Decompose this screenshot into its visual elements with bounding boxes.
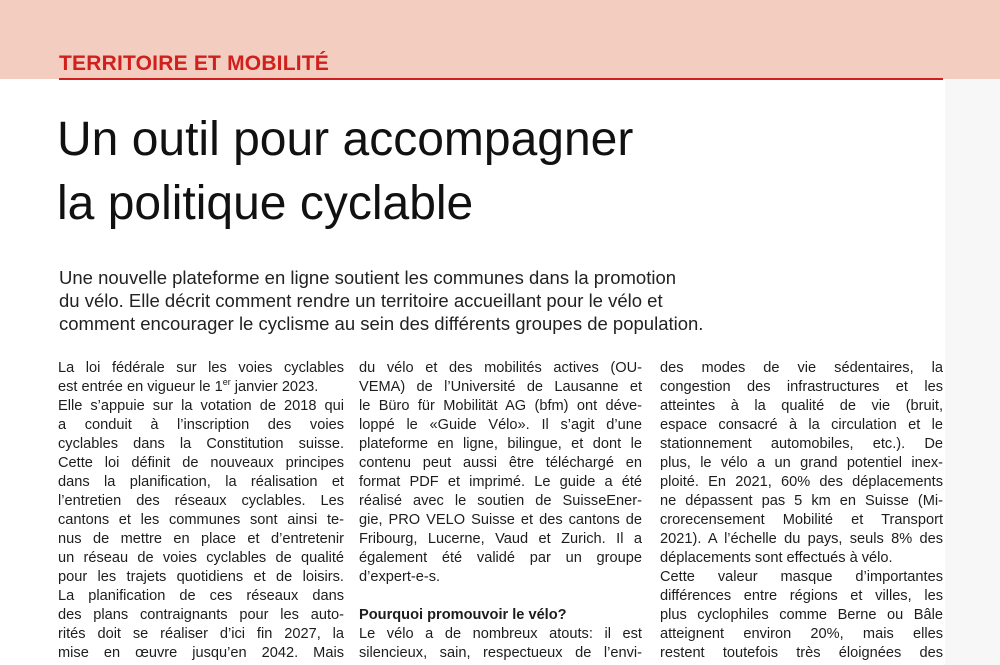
column-line: crorecensement Mobilité et Transport <box>660 512 943 528</box>
column-line: plateforme en ligne, bilingue, et dont le <box>359 436 642 452</box>
column-line <box>58 378 344 397</box>
column-line: différences entre régions et villes, les <box>660 588 943 604</box>
column-line: restent toutefois très éloignées des <box>660 645 943 661</box>
column-line: réalisé avec le soutien de SuisseEner- <box>359 493 642 509</box>
article-lead <box>59 266 939 335</box>
column-line: des modes de vie sédentaires, la <box>660 360 943 376</box>
body-column-1 <box>58 359 344 663</box>
column-line: Cette loi définit de nouveaux principes <box>58 455 344 471</box>
column-line: nus de mettre en place et d’entretenir <box>58 531 344 547</box>
column-line: d’expert-e-s. <box>359 569 441 585</box>
lead-line-2: du vélo. Elle décrit comment rendre un territoire accueillant pour le vélo et <box>59 290 663 311</box>
column-line: des plans contraignants pour les auto- <box>58 607 344 623</box>
column-line: Le vélo a de nombreux atouts: il est <box>359 626 642 642</box>
column-line: déplacements sont effectués à vélo. <box>660 550 893 566</box>
column-line: mise en œuvre jusqu’en 2042. Mais <box>58 645 344 661</box>
title-line-1: Un outil pour accompagner <box>57 113 634 166</box>
column-line: le Büro für Mobilität AG (bfm) ont déve- <box>359 398 642 414</box>
paragraph-gap <box>359 587 642 606</box>
column-line: cyclables dans la Constitution suisse. <box>58 436 344 452</box>
column-line: contenu peut aussi être téléchargé en <box>359 455 642 471</box>
lead-line-1: Une nouvelle plateforme en ligne soutient les communes dans la promotion <box>59 267 677 288</box>
column-line: plus, le vélo a un grand potentiel inex- <box>660 455 943 471</box>
column-text: est entrée en vigueur le 1 <box>58 379 223 395</box>
body-column-2 <box>359 359 642 663</box>
column-text: janvier 2023. <box>230 379 319 395</box>
column-line: rités doit se réaliser d’ici fin 2027, la <box>58 626 344 642</box>
column-line: gie, PRO VELO Suisse et des cantons de <box>359 512 642 528</box>
body-column-3 <box>660 359 943 663</box>
ordinal-suffix: er <box>222 377 231 388</box>
column-line: Fribourg, Lucerne, Vaud et Zurich. Il a <box>359 531 642 547</box>
column-line: silencieux, sain, respectueux de l’envi- <box>359 645 642 661</box>
column-line: également été validé par un groupe <box>359 550 642 566</box>
column-line: atteintes à la qualité de vie (bruit, <box>660 398 943 414</box>
column-line: La loi fédérale sur les voies cyclables <box>58 360 344 376</box>
column-line: pour les trajets quotidiens et de loisirs. <box>58 569 344 585</box>
column-line: un réseau de voies cyclables de qualité <box>58 550 344 566</box>
column-line: a conduit à l’inscription des voies <box>58 417 344 433</box>
column-line: stationnement automobiles, etc.). De <box>660 436 943 452</box>
column-line: loppé le «Guide Vélo». Il s’agit d’une <box>359 417 642 433</box>
column-line: Cette valeur masque d’importantes <box>660 569 943 585</box>
column-line: La planification de ces réseaux dans <box>58 588 344 604</box>
column-line: du vélo et des mobilités actives (OU- <box>359 360 642 376</box>
column-line: ne dépassent pas 5 km en Suisse (Mi- <box>660 493 943 509</box>
article-title <box>57 108 937 236</box>
column-line: 2021). A l’échelle du pays, seuls 8% des <box>660 531 943 547</box>
page-margin <box>945 79 1000 665</box>
column-line: ploité. En 2021, 60% des déplacements <box>660 474 943 490</box>
rubric-divider <box>59 78 943 80</box>
subheading: Pourquoi promouvoir le vélo? <box>359 607 567 623</box>
column-line: atteignent environ 20%, mais elles <box>660 626 943 642</box>
lead-line-3: comment encourager le cyclisme au sein des différents groupes de population. <box>59 313 704 334</box>
column-line: l’entretien des réseaux cyclables. Les <box>58 493 344 509</box>
section-rubric: TERRITOIRE ET MOBILITÉ <box>59 52 330 75</box>
title-line-2: la politique cyclable <box>57 177 474 230</box>
column-line: dans la planification, la réalisation et <box>58 474 344 490</box>
column-line: congestion des infrastructures et les <box>660 379 943 395</box>
column-line: Elle s’appuie sur la votation de 2018 qui <box>58 398 344 414</box>
column-line: espace consacré à la circulation et le <box>660 417 943 433</box>
column-line: cantons et les communes sont ainsi te- <box>58 512 344 528</box>
column-line: format PDF et imprimé. Le guide a été <box>359 474 642 490</box>
column-line: VEMA) de l’Université de Lausanne et <box>359 379 642 395</box>
column-line: plus cyclophiles comme Berne ou Bâle <box>660 607 943 623</box>
